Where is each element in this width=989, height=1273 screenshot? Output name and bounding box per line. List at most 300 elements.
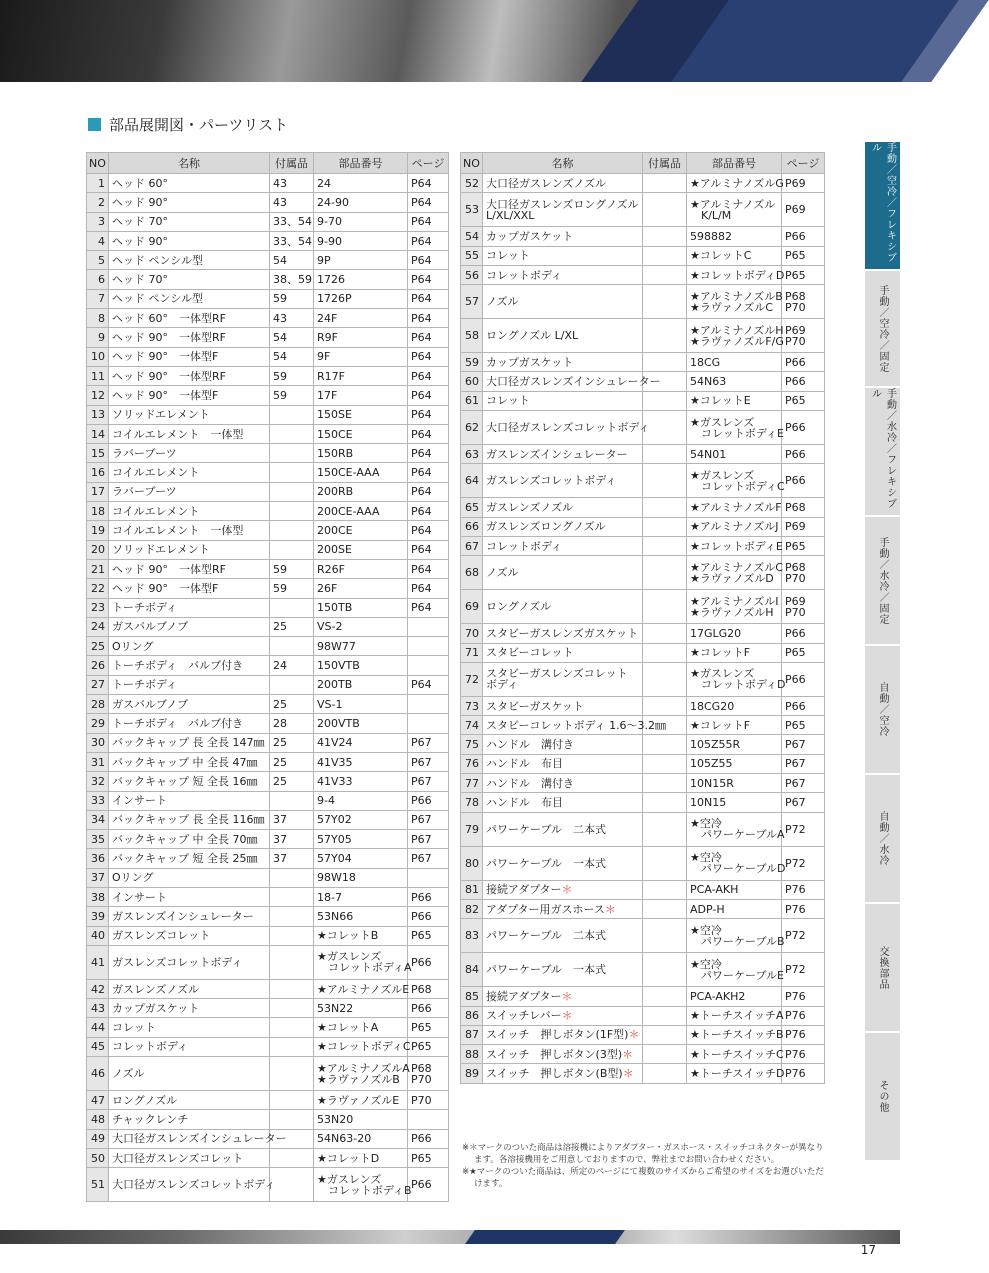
cell-page-text: P64	[411, 253, 432, 267]
cell-accessory	[270, 424, 314, 443]
cell-name	[109, 424, 270, 443]
cell-accessory	[643, 793, 687, 812]
cell-part-no-text: ★トーチスイッチA	[690, 1009, 784, 1023]
cell-name	[109, 405, 270, 424]
cell-name	[109, 444, 270, 463]
cell-accessory	[270, 405, 314, 424]
cell-name	[109, 270, 270, 289]
cell-part-no	[314, 405, 408, 424]
cell-part-no	[687, 174, 782, 193]
cell-page-text: P64	[411, 543, 432, 557]
cell-no	[87, 772, 109, 791]
cell-page	[782, 174, 825, 193]
cell-no	[461, 227, 483, 246]
cell-page	[408, 174, 449, 193]
cell-name	[109, 463, 270, 482]
table-row	[87, 540, 449, 559]
cell-part-no-text: 17GLG20	[690, 626, 742, 640]
cell-accessory	[270, 1091, 314, 1110]
cell-name-text: チャックレンチ	[112, 1113, 189, 1126]
cell-name-text: パワーケーブル 二本式	[486, 822, 607, 836]
cell-no-text: 10	[91, 350, 105, 364]
cell-no-text: 65	[465, 501, 479, 515]
cell-page	[408, 926, 449, 945]
cell-page	[408, 1129, 449, 1148]
cell-page	[782, 1045, 825, 1064]
cell-accessory-text: 43	[273, 311, 287, 325]
table-row	[87, 656, 449, 675]
cell-no-text: 43	[91, 1001, 105, 1015]
cell-no	[87, 193, 109, 212]
table-row	[87, 1057, 449, 1091]
cell-accessory	[643, 1006, 687, 1025]
side-tab-manual-air-flex[interactable]	[865, 142, 900, 269]
cell-name-text: トーチボディ	[112, 601, 178, 615]
cell-name-text: 大口径ガスレンズコレットボディ	[112, 1178, 276, 1192]
asterisk-mark: ＊	[622, 1067, 634, 1081]
cell-page	[782, 265, 825, 284]
cell-page	[408, 810, 449, 829]
cell-name-text: スイッチ 押しボタン(B型)	[486, 1067, 623, 1081]
cell-part-no-text: ADP-H	[690, 902, 725, 916]
cell-name	[483, 227, 643, 246]
cell-name	[109, 1091, 270, 1110]
cell-name	[483, 919, 643, 953]
cell-name	[483, 624, 643, 643]
cell-name-text: ハンドル 布目	[486, 795, 563, 809]
cell-name-text: バックキャップ 中 全長 70㎜	[112, 832, 258, 846]
cell-part-no	[314, 328, 408, 347]
cell-accessory	[270, 309, 314, 328]
cell-name	[109, 174, 270, 193]
table-row	[87, 521, 449, 540]
cell-page	[782, 285, 825, 319]
cell-no	[461, 754, 483, 773]
cell-no-text: 60	[465, 375, 479, 389]
cell-no	[87, 174, 109, 193]
cell-page	[782, 919, 825, 953]
cell-page	[408, 598, 449, 617]
cell-part-no-text: ★コレットボディE	[690, 539, 783, 553]
side-tab-manual-water-flex[interactable]	[865, 388, 900, 515]
cell-name-text: バックキャップ 短 全長 25㎜	[112, 852, 258, 866]
cell-name-text: コレットボディ	[486, 539, 563, 553]
cell-page-text: P65	[411, 929, 432, 943]
cell-part-no-text: 18-7	[317, 890, 342, 904]
cell-no	[87, 212, 109, 231]
cell-page	[408, 637, 449, 656]
cell-name-text: バックキャップ 長 全長 116㎜	[112, 813, 265, 827]
cell-accessory	[643, 899, 687, 918]
cell-part-no	[314, 1110, 408, 1129]
cell-name-text: ロングノズル L/XL	[486, 329, 579, 343]
cell-accessory	[270, 810, 314, 829]
cell-name-text: トーチボディ バルブ付き	[112, 659, 244, 673]
table-row	[87, 830, 449, 849]
footnotes	[462, 1142, 830, 1190]
table-row	[87, 1129, 449, 1148]
cell-page-text: P64	[411, 311, 432, 325]
cell-part-no-text: ★コレットA	[317, 1021, 379, 1035]
cell-accessory-text: 25	[273, 755, 287, 769]
cell-page-text: P72	[785, 963, 806, 977]
cell-accessory	[270, 174, 314, 193]
cell-part-no	[314, 675, 408, 694]
cell-accessory-text: 37	[273, 852, 287, 866]
cell-page	[782, 319, 825, 353]
cell-name-text: コイルエレメント 一体型	[112, 427, 244, 441]
cell-accessory	[270, 945, 314, 979]
cell-no	[461, 193, 483, 227]
cell-part-no	[314, 656, 408, 675]
cell-name	[483, 174, 643, 193]
cell-part-no	[687, 735, 782, 754]
cell-name	[109, 251, 270, 270]
side-tab-other[interactable]	[865, 1033, 900, 1160]
cell-page	[408, 424, 449, 443]
cell-page	[408, 366, 449, 385]
side-tab-auto-water[interactable]	[865, 775, 900, 902]
cell-page-text: P64	[411, 369, 432, 383]
cell-page-text: P66	[785, 474, 806, 488]
cell-no-text: 81	[465, 883, 479, 897]
cell-page-text: P67	[785, 738, 806, 752]
col-header-no: NO	[87, 153, 109, 174]
cell-part-no-text: ★アルミナノズルB ★ラヴァノズルC	[690, 289, 783, 314]
cell-accessory-text: 59	[273, 562, 287, 576]
cell-name	[483, 246, 643, 265]
cell-name-text: ソリッドエレメント	[112, 408, 210, 422]
cell-part-no-text: ★アルミナノズルI ★ラヴァノズルH	[690, 594, 779, 619]
cell-name-text: ヘッド 70°	[112, 215, 168, 229]
cell-part-no	[687, 846, 786, 880]
title-square-icon	[88, 118, 101, 131]
cell-part-no-text: 57Y04	[317, 852, 352, 866]
table-row	[461, 372, 825, 391]
cell-no	[461, 353, 483, 372]
cell-no	[461, 464, 483, 498]
cell-name-text: 大口径ガスレンズノズル	[486, 176, 606, 190]
cell-page	[408, 347, 449, 366]
cell-accessory	[270, 347, 314, 366]
cell-part-no-text: VS-1	[317, 697, 343, 711]
cell-accessory	[643, 754, 687, 773]
side-tab-auto-air[interactable]	[865, 646, 900, 773]
cell-no-text: 72	[465, 672, 479, 686]
cell-accessory	[270, 193, 314, 212]
asterisk-mark: ＊	[561, 989, 573, 1003]
cell-part-no-text: 53N66	[317, 909, 354, 923]
table-row	[461, 696, 825, 715]
cell-part-no	[314, 212, 408, 231]
cell-page	[408, 328, 449, 347]
cell-name	[483, 953, 643, 987]
table-row	[461, 1045, 825, 1064]
cell-part-no-text: 105Z55	[690, 757, 733, 771]
cell-name	[109, 540, 270, 559]
cell-page-text: P64	[411, 523, 432, 537]
cell-page-text: P67	[785, 757, 806, 771]
cell-page-text: P65	[411, 1151, 432, 1165]
cell-page	[782, 1025, 825, 1044]
cell-part-no	[314, 868, 408, 887]
cell-part-no-text: 200CE	[317, 523, 353, 537]
cell-no	[87, 559, 109, 578]
cell-no	[461, 411, 483, 445]
cell-no	[461, 716, 483, 735]
cell-part-no	[687, 880, 782, 899]
table-row	[87, 675, 449, 694]
asterisk-mark: ＊	[622, 1047, 634, 1061]
cell-accessory-text: 59	[273, 388, 287, 402]
col-header-page: ページ	[408, 153, 449, 174]
cell-no-text: 42	[91, 982, 105, 996]
banner-accent-stripe-2	[671, 0, 988, 82]
cell-name-text: スイッチ 押しボタン(3型)	[486, 1047, 623, 1061]
cell-accessory	[270, 849, 314, 868]
cell-page	[408, 212, 449, 231]
cell-name-text: ロングノズル	[112, 1093, 178, 1107]
cell-page-text: P64	[411, 273, 432, 287]
cell-accessory	[270, 637, 314, 656]
cell-part-no	[687, 987, 782, 1006]
cell-name-text: ヘッド 90°	[112, 195, 168, 209]
cell-name	[483, 643, 643, 662]
cell-name	[109, 945, 270, 979]
cell-part-no	[314, 231, 408, 250]
cell-part-no-text: ★空冷 パワーケーブルD	[690, 851, 786, 876]
cell-part-no	[687, 319, 782, 353]
cell-part-no	[314, 1168, 412, 1202]
cell-name	[483, 812, 643, 846]
cell-accessory	[270, 540, 314, 559]
cell-name-text: コイルエレメント 一体型	[112, 523, 244, 537]
cell-no-text: 74	[465, 718, 479, 732]
cell-part-no-text: ★アルミナノズルH ★ラヴァノズルF/G	[690, 323, 784, 348]
cell-part-no	[687, 696, 782, 715]
table-row	[461, 319, 825, 353]
cell-page-text: P66	[785, 375, 806, 389]
cell-no-text: 85	[465, 989, 479, 1003]
cell-name	[109, 231, 270, 250]
side-tab-manual-water-fixed[interactable]	[865, 517, 900, 644]
cell-accessory	[643, 643, 687, 662]
cell-no	[461, 590, 483, 624]
cell-no-text: 66	[465, 520, 479, 534]
cell-accessory	[270, 887, 314, 906]
cell-part-no	[314, 979, 408, 998]
cell-part-no-text: ★空冷 パワーケーブルE	[690, 957, 784, 982]
cell-name	[109, 328, 270, 347]
cell-part-no-text: ★空冷 パワーケーブルA	[690, 817, 785, 842]
cell-page	[408, 1110, 449, 1129]
cell-no-text: 70	[465, 626, 479, 640]
cell-page-text: P69	[785, 520, 806, 534]
cell-name-text: 大口径ガスレンズインシュレーター	[112, 1132, 287, 1146]
cell-page	[408, 231, 449, 250]
cell-no	[87, 791, 109, 810]
cell-name	[483, 1045, 643, 1064]
table-row	[461, 193, 825, 227]
cell-page-text: P64	[411, 562, 432, 576]
side-category-tabs	[865, 142, 900, 1162]
cell-name	[109, 907, 270, 926]
cell-page-text: P65	[785, 394, 806, 408]
cell-name-text: ラバーブーツ	[112, 446, 177, 460]
cell-no-text: 16	[91, 466, 105, 480]
cell-no	[87, 502, 109, 521]
side-tab-label: 自動／空冷	[877, 682, 888, 737]
table-row	[461, 411, 825, 445]
cell-name-text: バックキャップ 中 全長 47㎜	[112, 755, 258, 769]
cell-name-text: ガスレンズノズル	[486, 501, 573, 515]
table-row	[87, 752, 449, 771]
cell-no	[461, 536, 483, 555]
cell-page-text: P68 P70	[785, 289, 806, 314]
table-row	[461, 812, 825, 846]
cell-page	[782, 536, 825, 555]
cell-accessory	[270, 907, 314, 926]
cell-part-no	[687, 265, 785, 284]
cell-name	[109, 752, 270, 771]
cell-part-no-text: 1726	[317, 273, 345, 287]
cell-no	[87, 617, 109, 636]
cell-no	[461, 391, 483, 410]
cell-no	[87, 1057, 109, 1091]
cell-no	[87, 849, 109, 868]
cell-name	[483, 319, 643, 353]
cell-no	[461, 372, 483, 391]
cell-name	[483, 1006, 643, 1025]
asterisk-mark: ＊	[561, 1009, 573, 1023]
cell-page-text: P66	[785, 421, 806, 435]
cell-page	[408, 521, 449, 540]
cell-accessory	[643, 590, 687, 624]
cell-part-no-text: ★ガスレンズ コレットボディA	[317, 950, 412, 975]
cell-part-no-text: 57Y02	[317, 813, 352, 827]
cell-part-no-text: 57Y05	[317, 832, 352, 846]
cell-no-text: 15	[91, 446, 105, 460]
table-row	[461, 445, 825, 464]
cell-page-text: P76	[785, 1047, 806, 1061]
cell-name	[483, 754, 643, 773]
table-row	[461, 174, 825, 193]
table-row	[87, 366, 449, 385]
cell-part-no	[314, 289, 408, 308]
cell-name-text: ガスレンズインシュレーター	[486, 447, 628, 461]
cell-name	[109, 999, 270, 1018]
cell-name	[483, 556, 643, 590]
cell-no-text: 18	[91, 504, 105, 518]
cell-page-text: P67	[785, 776, 806, 790]
side-tab-manual-air-fixed[interactable]	[865, 271, 900, 386]
cell-name-text: コレット	[486, 394, 530, 408]
table-row	[461, 624, 825, 643]
table-row	[87, 907, 449, 926]
table-row	[87, 174, 449, 193]
col-header-part-no: 部品番号	[314, 153, 408, 174]
cell-page	[408, 617, 449, 636]
cell-no-text: 12	[91, 388, 105, 402]
cell-no-text: 77	[465, 776, 479, 790]
cell-name-text: 大口径ガスレンズコレットボディ	[486, 421, 650, 435]
cell-name-text: 大口径ガスレンズコレット	[112, 1151, 244, 1165]
cell-no	[87, 1129, 109, 1148]
cell-no-text: 54	[465, 229, 479, 243]
cell-no	[461, 319, 483, 353]
cell-no-text: 49	[91, 1132, 105, 1146]
table-row	[461, 774, 825, 793]
cell-no	[461, 556, 483, 590]
cell-accessory	[643, 445, 687, 464]
cell-name-text: ガスレンズインシュレーター	[112, 909, 254, 923]
cell-page-text: P66	[411, 909, 432, 923]
cell-no	[461, 1025, 483, 1044]
cell-part-no	[314, 193, 408, 212]
side-tab-replacement-parts[interactable]	[865, 904, 900, 1031]
cell-page-text: P64	[411, 176, 432, 190]
cell-page-text: P69	[785, 176, 806, 190]
cell-page	[408, 482, 449, 501]
footnote-star: ※★マークのついた商品は、所定のページにて複数のサイズからご希望のサイズをお選びいただけます。	[462, 1167, 824, 1189]
cell-page-text: P64	[411, 581, 432, 595]
cell-accessory	[643, 536, 687, 555]
cell-page-text: P68 P70	[411, 1061, 432, 1086]
cell-name	[109, 1148, 270, 1167]
table-row	[87, 926, 449, 945]
cell-page	[782, 227, 825, 246]
cell-page	[782, 774, 825, 793]
cell-accessory-text: 59	[273, 581, 287, 595]
cell-name	[109, 733, 270, 752]
cell-name	[483, 846, 643, 880]
cell-page	[408, 540, 449, 559]
cell-accessory	[270, 733, 314, 752]
cell-no-text: 13	[91, 408, 105, 422]
table-row	[87, 193, 449, 212]
cell-name	[109, 675, 270, 694]
section-title-text: 部品展開図・パーツリスト	[109, 116, 289, 134]
cell-part-no-text: 24	[317, 176, 331, 190]
cell-no	[461, 919, 483, 953]
cell-no-text: 73	[465, 699, 479, 713]
table-row	[87, 502, 449, 521]
cell-no-text: 28	[91, 697, 105, 711]
cell-part-no	[314, 1148, 408, 1167]
cell-accessory	[643, 662, 687, 696]
cell-part-no-text: 150SE	[317, 408, 352, 422]
cell-page	[782, 556, 825, 590]
cell-page-text: P67	[411, 755, 432, 769]
cell-part-no-text: ★トーチスイッチB	[690, 1028, 784, 1042]
cell-accessory-text: 59	[273, 292, 287, 306]
cell-accessory	[643, 464, 687, 498]
cell-name-text: ガスレンズコレットボディ	[112, 955, 243, 969]
cell-name	[109, 868, 270, 887]
cell-page	[782, 846, 825, 880]
cell-page	[782, 754, 825, 773]
table-row	[87, 231, 449, 250]
cell-part-no-text: 598882	[690, 229, 732, 243]
cell-no-text: 23	[91, 601, 105, 615]
cell-part-no-text: ★コレットC	[690, 249, 752, 263]
cell-part-no-text: 10N15	[690, 795, 727, 809]
cell-name-text: ハンドル 布目	[486, 757, 563, 771]
cell-name-text: ヘッド 90° 一体型RF	[112, 562, 226, 576]
cell-name-text: ヘッド 90° 一体型RF	[112, 369, 226, 383]
cell-no	[461, 880, 483, 899]
cell-name	[483, 1064, 643, 1083]
